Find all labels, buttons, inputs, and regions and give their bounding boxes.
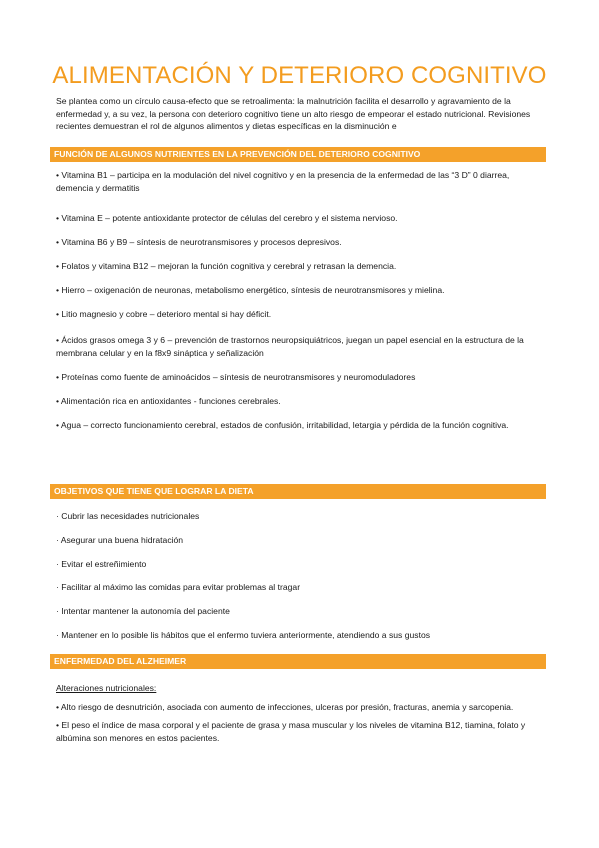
list-item: • Ácidos grasos omega 3 y 6 – prevención de trastornos neuropsiquiátricos, juegan un papel esencial en la estructura de la membrana celular y en la f8x9 sináptica y señalización — [56, 335, 524, 358]
list-item: · Facilitar al máximo las comidas para evitar problemas al tragar — [56, 582, 301, 592]
list-item: • Alimentación rica en antioxidantes - funciones cerebrales. — [56, 396, 281, 406]
list-item: · Mantener en lo posible lis hábitos que el enfermo tuviera anteriormente, atendiendo a sus gustos — [56, 630, 431, 640]
section-heading-objectives: OBJETIVOS QUE TIENE QUE LOGRAR LA DIETA — [50, 484, 546, 499]
list-item: • Alto riesgo de desnutrición, asociada con aumento de infecciones, ulceras por presión, fracturas, anemia y sarcopenia. — [56, 702, 514, 712]
intro-paragraph: Se plantea como un círculo causa-efecto que se retroalimenta: la malnutrición facilita el desarrollo y agravamiento de la enfermedad y, a su vez, la persona con deterioro cognitivo tiene un alto riesgo de empeorar el estado nutricional. Revisiones recientes demuestran el rol de algunos alimentos y dietas específicas en la disminución e — [56, 96, 531, 132]
list-item: · Cubrir las necesidades nutricionales — [56, 511, 200, 521]
list-item: · Asegurar una buena hidratación — [56, 535, 184, 545]
list-item: • Vitamina B6 y B9 – síntesis de neurotransmisores y procesos depresivos. — [56, 237, 342, 247]
list-item: • Vitamina B1 – participa en la modulación del nivel cognitivo y en la presencia de la enfermedad de las “3 D” 0 diarrea, demencia y dermatitis — [56, 170, 510, 193]
list-item: • Vitamina E – potente antioxidante protector de células del cerebro y el sistema nervioso. — [56, 213, 398, 223]
list-item: • El peso el índice de masa corporal y el paciente de grasa y masa muscular y los niveles de vitamina B12, tiamina, folato y albúmina son menores en estos pacientes. — [56, 720, 526, 743]
section-heading-nutrients: FUNCIÓN DE ALGUNOS NUTRIENTES EN LA PREVENCIÓN DEL DETERIORO COGNITIVO — [50, 147, 546, 162]
section-heading-alzheimer: ENFERMEDAD DEL ALZHEIMER — [50, 654, 546, 669]
list-item: • Hierro – oxigenación de neuronas, metabolismo energético, síntesis de neurotransmisores y mielina. — [56, 285, 445, 295]
list-item: • Proteínas como fuente de aminoácidos – síntesis de neurotransmisores y neuromoduladores — [56, 372, 416, 382]
list-item: · Intentar mantener la autonomía del paciente — [56, 606, 230, 616]
list-item: • Litio magnesio y cobre – deterioro mental si hay déficit. — [56, 309, 272, 319]
list-item: • Agua – correcto funcionamiento cerebral, estados de confusión, irritabilidad, letargia y pérdida de la función cognitiva. — [56, 420, 509, 430]
list-item: · Evitar el estreñimiento — [56, 559, 147, 569]
page-title: ALIMENTACIÓN Y DETERIORO COGNITIVO — [52, 62, 547, 89]
list-item: • Folatos y vitamina B12 – mejoran la función cognitiva y cerebral y retrasan la demencia. — [56, 261, 397, 271]
subheading-nutritional-alterations: Alteraciones nutricionales: — [56, 683, 157, 693]
